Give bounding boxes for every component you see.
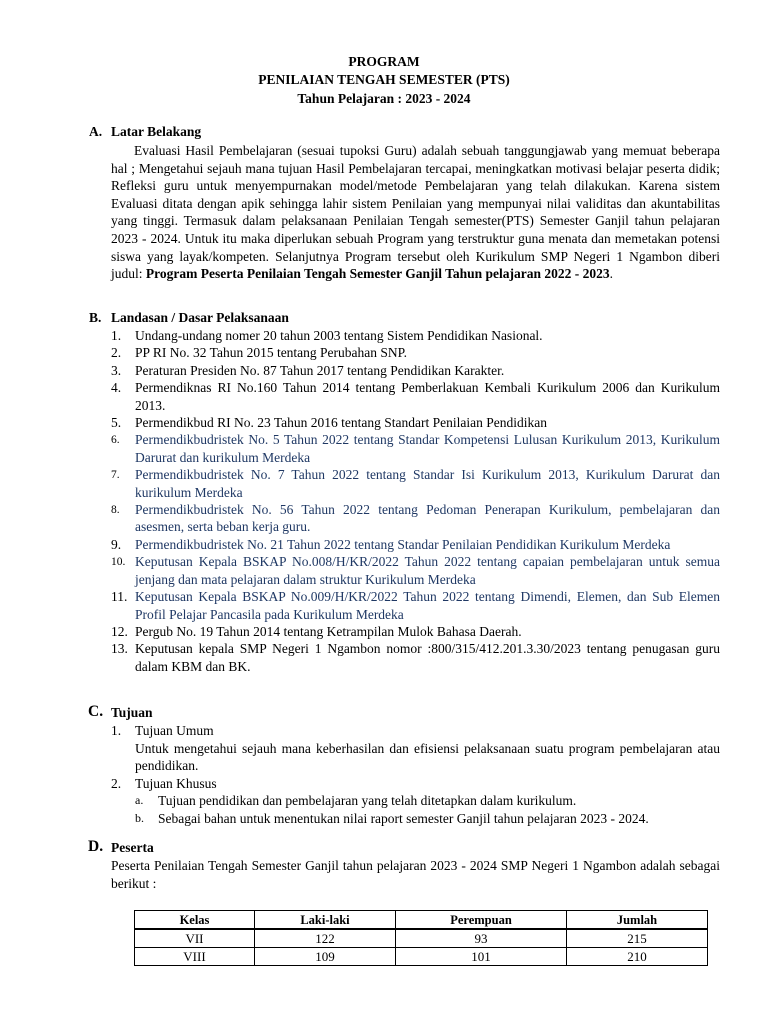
section-b-letter: B. xyxy=(89,310,102,325)
landasan-item-num: 1. xyxy=(111,328,122,343)
table-cell: 101 xyxy=(396,948,567,966)
landasan-item-num: 10. xyxy=(111,556,126,569)
table-cell: VIII xyxy=(135,948,255,966)
tujuan-khusus-item-num: b. xyxy=(135,810,144,825)
landasan-list-item xyxy=(111,623,720,640)
tujuan-khusus-item xyxy=(111,792,720,810)
landasan-item-text: Pergub No. 19 Tahun 2014 tentang Ketrampilan Mulok Bahasa Daerah. xyxy=(135,623,522,639)
landasan-item-text: Permendikbud RI No. 23 Tahun 2016 tentang Standart Penilaian Pendidikan xyxy=(135,415,547,431)
section-a-program-title: Program Peserta Penilaian Tengah Semester Ganjil Tahun pelajaran 2022 - 2023 xyxy=(145,266,610,282)
landasan-item-text: PP RI No. 32 Tahun 2015 tentang Perubahan SNP. xyxy=(135,345,408,361)
landasan-list-item xyxy=(111,362,720,379)
landasan-item-text: Permendikbudristek No. 5 Tahun 2022 tentang Standar Kompetensi Lulusan Kurikulum 2013, Kurikulum Darurat dan kurikulum Merdeka xyxy=(135,432,720,465)
landasan-list xyxy=(111,327,720,675)
doc-title-year: Tahun Pelajaran : 2023 - 2024 xyxy=(297,91,471,106)
landasan-item-num: 8. xyxy=(111,504,120,517)
doc-title-pts: PENILAIAN TENGAH SEMESTER (PTS) xyxy=(258,72,510,87)
landasan-item-num: 4. xyxy=(111,380,122,396)
section-a-heading: Latar Belakang xyxy=(111,124,202,139)
tujuan-khusus-label: Tujuan Khusus xyxy=(135,775,217,791)
section-d-heading: Peserta xyxy=(111,840,154,855)
table-row xyxy=(135,948,708,966)
landasan-list-item xyxy=(111,414,720,431)
landasan-list-item xyxy=(111,327,720,344)
section-d-letter: D. xyxy=(88,838,104,855)
table-header-perempuan: Perempuan xyxy=(396,911,567,930)
section-b-heading: Landasan / Dasar Pelaksanaan xyxy=(111,310,289,325)
table-cell: 93 xyxy=(396,929,567,948)
landasan-list-item xyxy=(111,466,720,501)
section-a-end: . xyxy=(609,266,614,282)
landasan-item-text: Undang-undang nomer 20 tahun 2003 tentang Sistem Pendidikan Nasional. xyxy=(135,328,543,343)
tujuan-umum-label-row xyxy=(111,722,720,740)
table-cell: 215 xyxy=(567,929,708,948)
peserta-table xyxy=(134,910,708,966)
landasan-list-item xyxy=(111,431,720,466)
landasan-item-num: 13. xyxy=(111,641,128,657)
landasan-list-item xyxy=(111,344,720,361)
tujuan-khusus-item-num: a. xyxy=(135,793,144,808)
tujuan-khusus-label-row xyxy=(111,775,720,793)
landasan-item-text: Permendikbudristek No. 7 Tahun 2022 tentang Standar Isi Kurikulum 2013, Kurikulum Darurat dan kurikulum Merdeka xyxy=(135,467,720,500)
landasan-item-text: Peraturan Presiden No. 87 Tahun 2017 tentang Pendidikan Karakter. xyxy=(135,362,505,378)
landasan-list-item xyxy=(111,379,720,414)
table-header-kelas: Kelas xyxy=(135,911,255,930)
table-header-jumlah: Jumlah xyxy=(567,911,708,930)
landasan-item-num: 9. xyxy=(111,536,122,552)
tujuan-khusus-num: 2. xyxy=(111,775,122,791)
landasan-list-item xyxy=(111,588,720,623)
table-header-row xyxy=(135,911,708,930)
table-cell: 122 xyxy=(255,929,396,948)
tujuan-umum-num: 1. xyxy=(111,723,122,738)
tujuan-khusus-item xyxy=(111,810,720,828)
section-c-heading: Tujuan xyxy=(111,705,153,720)
table-header-laki: Laki-laki xyxy=(255,911,396,930)
landasan-list-item xyxy=(111,536,720,553)
table-row xyxy=(135,929,708,948)
landasan-item-text: Keputusan Kepala BSKAP No.009/H/KR/2022 Tahun 2022 tentang Dimendi, Elemen, dan Sub Elemen Profil Pelajar Pancasila pada Kurikulum Merdeka xyxy=(135,589,720,622)
section-a-letter: A. xyxy=(89,124,103,139)
landasan-item-num: 2. xyxy=(111,345,122,361)
landasan-item-text: Permendikbudristek No. 56 Tahun 2022 tentang Pedoman Penerapan Kurikulum, pembelajaran dan asesmen, serta beban kerja guru. xyxy=(135,502,720,535)
tujuan-khusus-item-text: Tujuan pendidikan dan pembelajaran yang telah ditetapkan dalam kurikulum. xyxy=(158,793,577,809)
tujuan-umum-text: Untuk mengetahui sejauh mana keberhasilan dan efisiensi pelaksanaan suatu program pembelajaran atau pendidikan. xyxy=(135,740,720,774)
landasan-list-item xyxy=(111,553,720,588)
landasan-item-text: Keputusan kepala SMP Negeri 1 Ngambon nomor :800/315/412.201.3.30/2023 tentang penugasan guru dalam KBM dan BK. xyxy=(135,641,720,674)
tujuan-block xyxy=(111,722,720,828)
tujuan-umum-label: Tujuan Umum xyxy=(135,723,214,738)
landasan-item-num: 11. xyxy=(111,589,128,605)
section-c-letter: C. xyxy=(88,703,104,720)
table-cell: 210 xyxy=(567,948,708,966)
table-cell: VII xyxy=(135,929,255,948)
landasan-list-item xyxy=(111,640,720,675)
section-d-body: Peserta Penilaian Tengah Semester Ganjil tahun pelajaran 2023 - 2024 SMP Negeri 1 Ngambon adalah sebagai berikut : xyxy=(111,858,720,891)
landasan-list-item xyxy=(111,501,720,536)
section-a-paragraph xyxy=(111,142,720,283)
landasan-item-text: Permendiknas RI No.160 Tahun 2014 tentang Pemberlakuan Kembali Kurikulum 2006 dan Kurikulum 2013. xyxy=(135,380,720,413)
landasan-item-num: 12. xyxy=(111,623,128,639)
tujuan-khusus-item-text: Sebagai bahan untuk menentukan nilai raport semester Ganjil tahun pelajaran 2023 - 2024. xyxy=(158,810,649,826)
doc-title-program: PROGRAM xyxy=(348,54,420,69)
landasan-item-text: Permendikbudristek No. 21 Tahun 2022 tentang Standar Penilaian Pendidikan Kurikulum Merdeka xyxy=(135,536,671,552)
landasan-item-num: 5. xyxy=(111,415,122,431)
section-a-body: Evaluasi Hasil Pembelajaran (sesuai tupoksi Guru) adalah sebuah tanggungjawab yang memuat beberapa hal ; Mengetahui sejauh mana tujuan Hasil Pembelajaran tercapai, meningkatkan motivasi belajar peserta didik; Refleksi guru untuk menyempurnakan model/metode Pembelajaran yang telah dilakukan. Karena sistem Evaluasi ditata dengan apik sehingga lahir sistem Penilaian yang mempunyai nilai validitas dan akuntabilitas yang tinggi. Termasuk dalam pelaksanaan Penilaian Tengah semester(PTS) Semester Ganjil tahun pelajaran 2023 - 2024. Untuk itu maka diperlukan sebuah Program yang terstruktur guna menata dan memetakan potensi siswa yang layak/kompeten. Selanjutnya Program tersebut oleh Kurikulum SMP Negeri 1 Ngambon diberi judul: xyxy=(111,143,720,282)
landasan-item-num: 7. xyxy=(111,469,120,482)
landasan-item-num: 3. xyxy=(111,362,122,378)
landasan-item-num: 6. xyxy=(111,434,120,447)
table-cell: 109 xyxy=(255,948,396,966)
landasan-item-text: Keputusan Kepala BSKAP No.008/H/KR/2022 Tahun 2022 tentang capaian pembelajaran untuk semua jenjang dan mata pelajaran dalam struktur Kurikulum Merdeka xyxy=(135,554,720,587)
